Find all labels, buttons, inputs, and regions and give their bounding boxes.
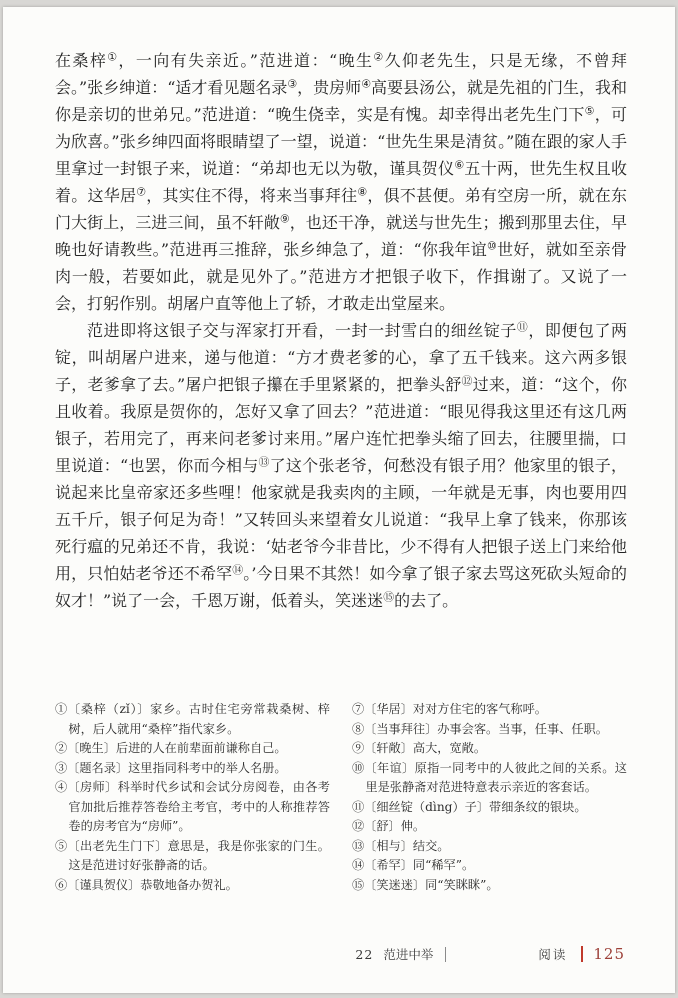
footnote: ⑧〔当事拜往〕办事会客。当事，任事、任职。: [352, 721, 608, 736]
section-label: 阅读: [538, 947, 568, 962]
footnote: ⑤〔出老先生门下〕意思是，我是你张家的门生。这是范进讨好张静斋的话。: [55, 838, 330, 872]
footnote: ⑫〔舒〕伸。: [352, 819, 426, 833]
footnote: ⑦〔华居〕对对方住宅的客气称呼。: [352, 702, 547, 716]
page-number: 125: [593, 945, 625, 963]
footnotes-left-column: [55, 700, 330, 895]
lesson-title: 范进中举: [383, 947, 434, 962]
footnote: ⑬〔相与〕结交。: [352, 838, 450, 853]
main-text-block: [55, 47, 627, 614]
footnote: ⑮〔笑迷迷〕同“笑眯眯”。: [352, 877, 499, 892]
footnotes-right-column: [352, 700, 627, 895]
textbook-page: [3, 7, 675, 993]
lesson-number: 22: [355, 946, 374, 962]
page-number-divider: [581, 946, 583, 962]
footnote: ④〔房师〕科举时代乡试和会试分房阅卷，由各考官加批后推荐答卷给主考官，考中的人称推荐答卷的房考官为“房师”。: [55, 780, 330, 833]
footnote: ⑩〔年谊〕原指一同考中的人彼此之间的关系。这里是张静斋对范进特意表示亲近的客套话。: [352, 760, 627, 794]
footnote: ⑥〔谨具贺仪〕恭敬地备办贺礼。: [55, 877, 238, 892]
footnote: ③〔题名录〕这里指同科考中的举人名册。: [55, 760, 287, 775]
footer-divider: [445, 947, 446, 962]
footnote: ⑨〔轩敞〕高大，宽敞。: [352, 741, 487, 755]
footnote: ②〔晚生〕后进的人在前辈面前谦称自己。: [55, 741, 287, 755]
body-paragraph: 范进即将这银子交与浑家打开看，一封一封雪白的细丝锭子⑪，即便包了两锭，叫胡屠户进来，递与他道：“方才费老爹的心，拿了五千钱来。这六两多银子，老爹拿了去。”屠户把银子攥在手里紧紧的，把拳头舒⑫过来，道：“这个，你且收着。我原是贺你的，怎好又拿了回去？”范进道：“眼见得我这里还有这几两银子，若用完了，再来问老爹讨来用。”屠户连忙把拳头缩了回去，往腰里揣，口里说道：“也罢，你而今相与⑬了这个张老爷，何愁没有银子用？他家里的银子，说起来比皇帝家还多些哩！他家就是我卖肉的主顾，一年就是无事，肉也要用四五千斤，银子何足为奇！”又转回头来望着女儿说道：“我早上拿了钱来，你那该死行瘟的兄弟还不肯，我说：‘姑老爷今非昔比，少不得有人把银子送上门来给他用，只怕姑老爷还不希罕⑭。’今日果不其然！如今拿了银子家去骂这死砍头短命的奴才！”说了一会，千恩万谢，低着头，笑迷迷⑮的去了。: [55, 320, 627, 610]
body-paragraph: 在桑梓①，一向有失亲近。”范进道：“晚生②久仰老先生，只是无缘，不曾拜会。”张乡绅道：“适才看见题名录③，贵房师④高要县汤公，就是先祖的门生，我和你是亲切的世弟兄。”范进道：“晚生侥幸，实是有愧。却幸得出老先生门下⑤，可为欣喜。”张乡绅四面将眼睛望了一望，说道：“世先生果是清贫。”随在跟的家人手里拿过一封银子来，说道：“弟却也无以为敬，谨具贺仪⑥五十两，世先生权且收着。这华居⑦，其实住不得，将来当事拜往⑧，俱不甚便。弟有空房一所，就在东门大街上，三进三间，虽不轩敞⑨，也还干净，就送与世先生；搬到那里去住，早晚也好请教些。”范进再三推辞，张乡绅急了，道：“你我年谊⑩世好，就如至亲骨肉一般，若要如此，就是见外了。”范进方才把银子收下，作揖谢了。又说了一会，打躬作别。胡屠户直等他上了轿，才敢走出堂屋来。: [55, 50, 627, 313]
footnotes-section: [55, 700, 627, 895]
page-footer: [355, 945, 625, 963]
footnote: ⑭〔希罕〕同“稀罕”。: [352, 858, 475, 872]
footnote: ①〔桑梓（zǐ）〕家乡。古时住宅旁常栽桑树、梓树，后人就用“桑梓”指代家乡。: [55, 702, 330, 736]
footnote: ⑪〔细丝锭（dìng）子〕带细条纹的银块。: [352, 799, 587, 814]
